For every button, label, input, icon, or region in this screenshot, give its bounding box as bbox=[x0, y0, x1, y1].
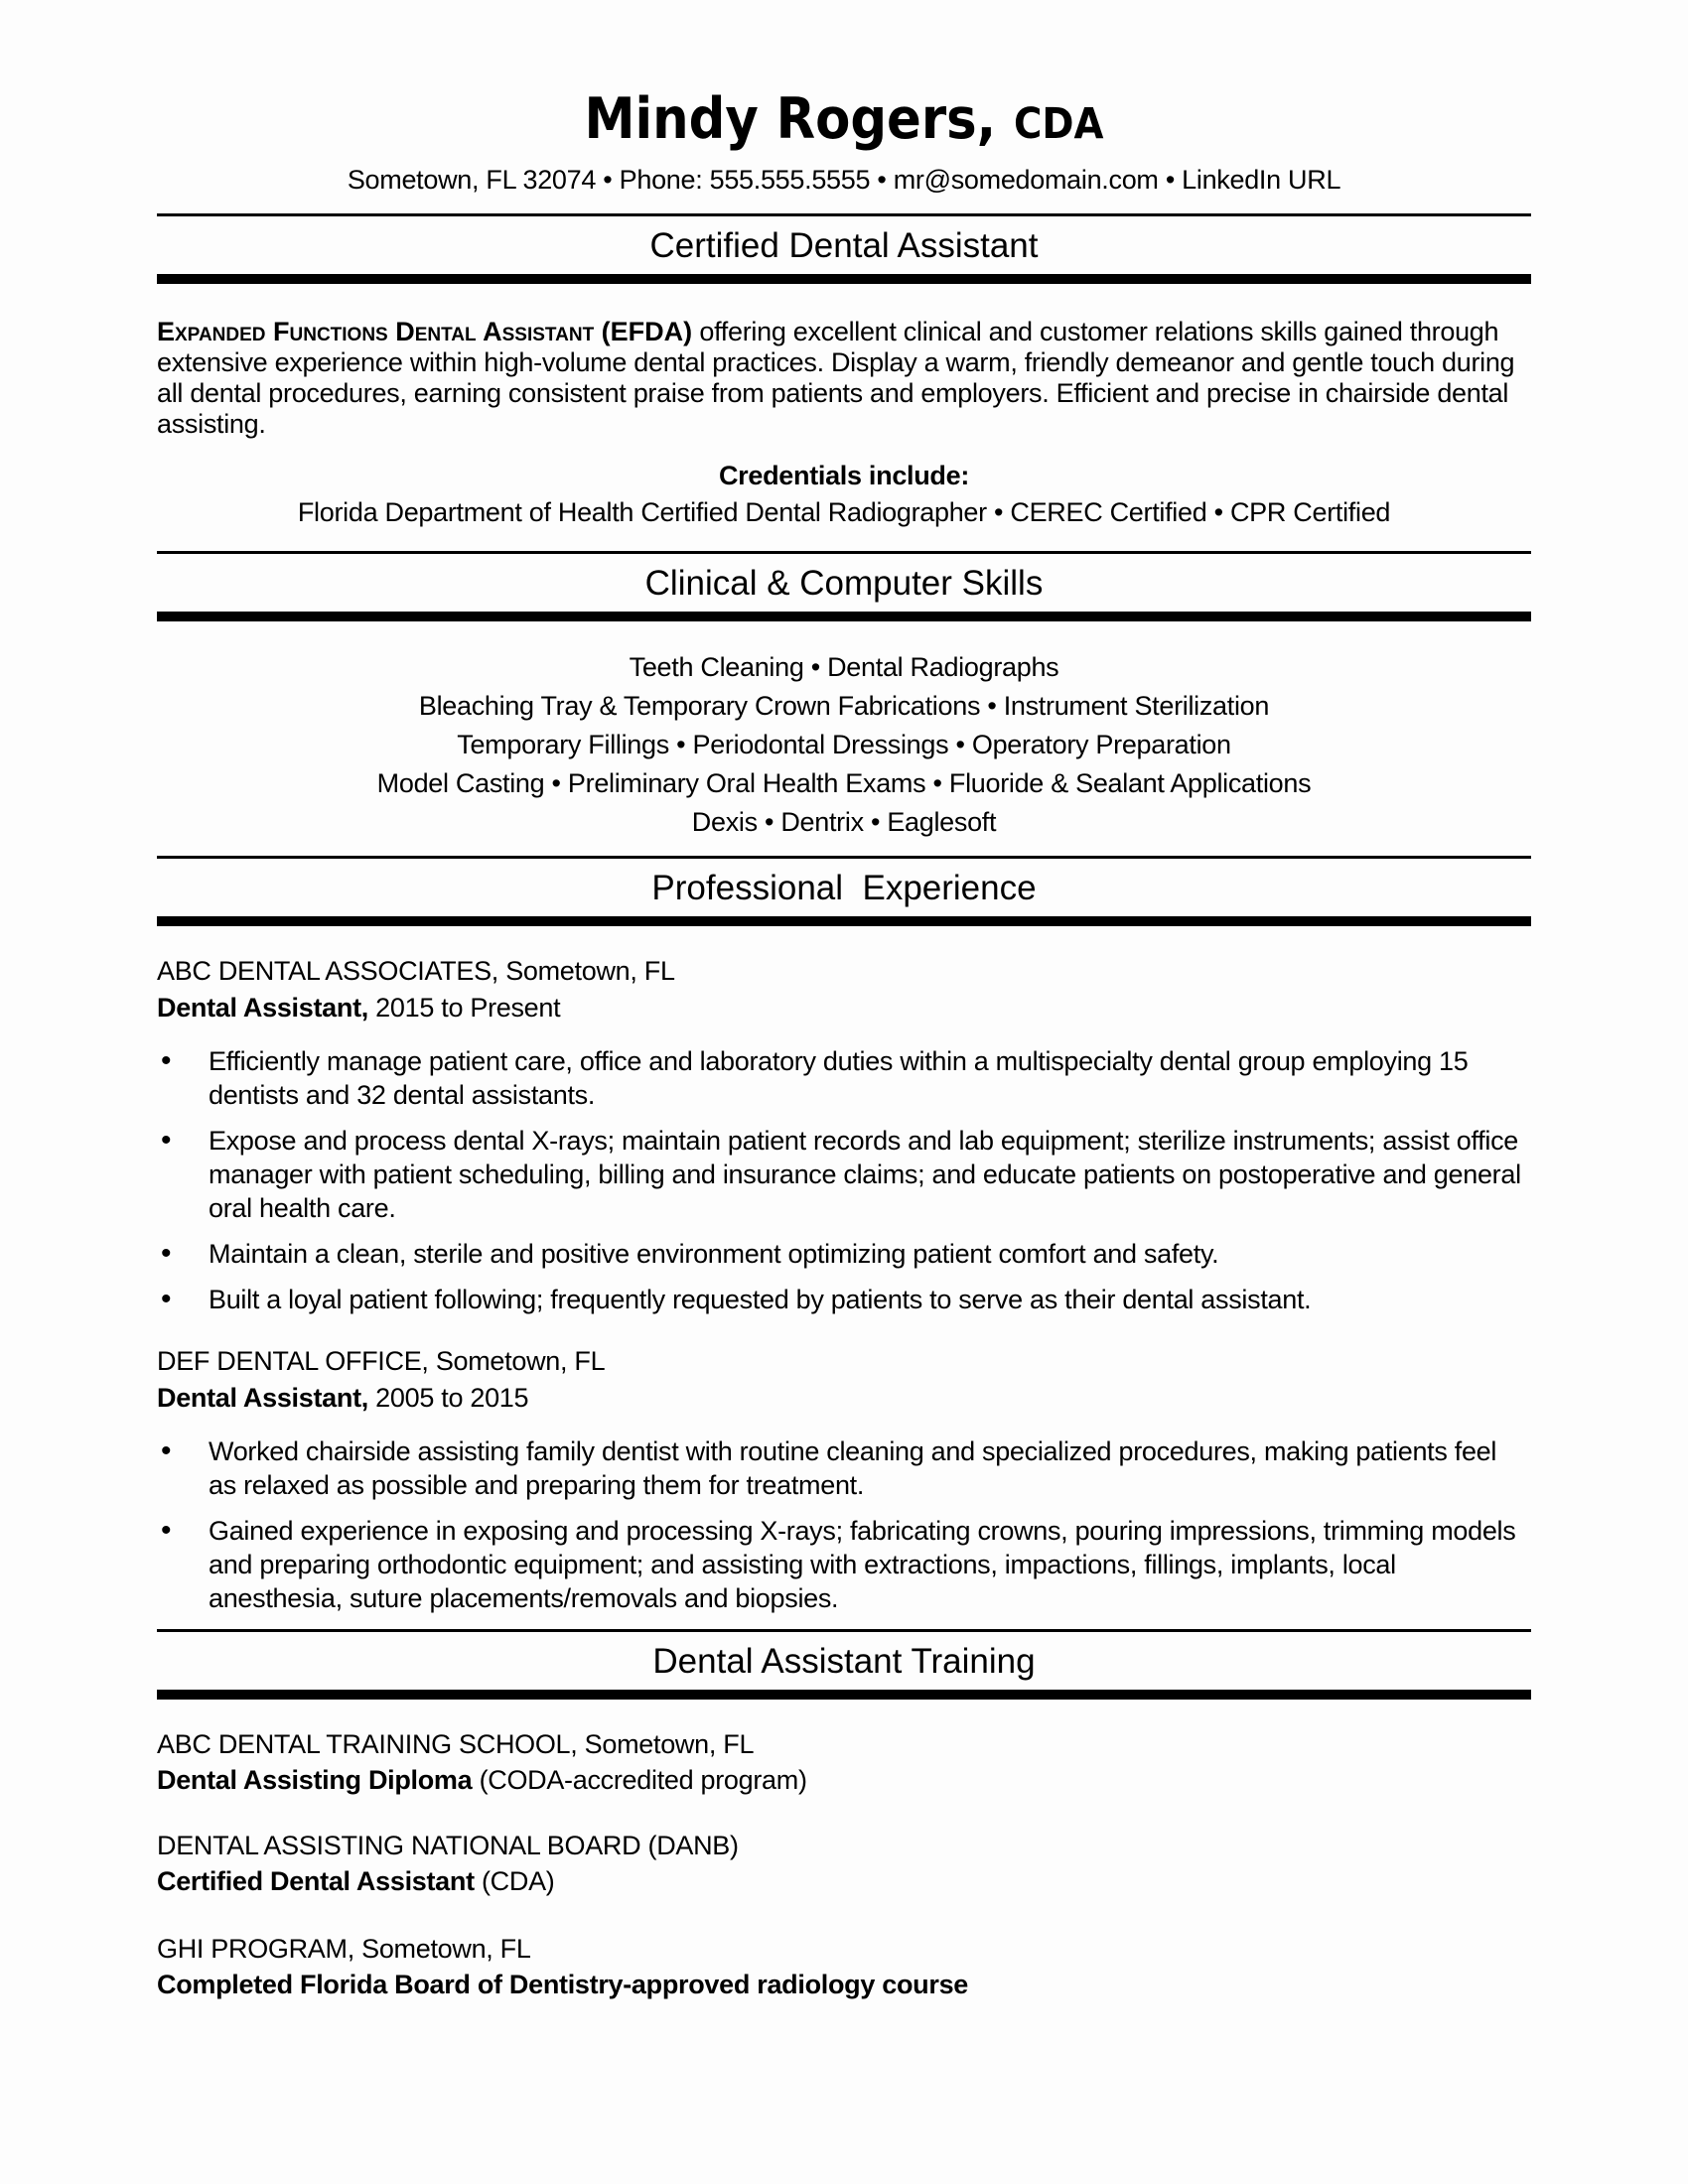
job-title: Dental Assistant, bbox=[157, 1383, 368, 1413]
section-divider-thick bbox=[157, 612, 1531, 621]
training-org: DENTAL ASSISTING NATIONAL BOARD (DANB) bbox=[157, 1831, 739, 1860]
training-entry-abc-school bbox=[157, 1729, 1531, 1795]
training-org: GHI PROGRAM, Sometown, FL bbox=[157, 1934, 531, 1964]
section-title-professional-experience: Professional Experience bbox=[651, 869, 1037, 907]
bullet-item: • Maintain a clean, sterile and positive environment optimizing patient comfort and safety. bbox=[157, 1237, 1531, 1271]
bullet-item: • Gained experience in exposing and processing X-rays; fabricating crowns, pouring impressions, trimming models and preparing orthodontic equipment; and assisting with extractions, impactions, fillings, implants, local anesthesia, suture placements/removals and biopsies. bbox=[157, 1514, 1531, 1615]
job-title-line bbox=[157, 993, 1531, 1023]
summary-lead: Expanded Functions Dental Assistant (EFDA) bbox=[157, 317, 693, 346]
skill-line: Model Casting • Preliminary Oral Health Exams • Fluoride & Sealant Applications bbox=[376, 768, 1312, 798]
job-title: Dental Assistant, bbox=[157, 993, 368, 1023]
section-title-dental-assistant-training: Dental Assistant Training bbox=[652, 1642, 1036, 1681]
bullet-item: • Efficiently manage patient care, office and laboratory duties within a multispecialty dental group employing 15 dentists and 32 dental assistants. bbox=[157, 1044, 1531, 1112]
section-divider-thick bbox=[157, 1690, 1531, 1700]
section-divider-thick bbox=[157, 916, 1531, 926]
section-divider-thin bbox=[157, 1629, 1531, 1632]
section-divider-thin bbox=[157, 856, 1531, 859]
training-entry-ghi-program bbox=[157, 1934, 1531, 1999]
contact-line: Sometown, FL 32074 • Phone: 555.555.5555 • mr@somedomain.com • LinkedIn URL bbox=[347, 165, 1341, 195]
name-text: Mindy Rogers, bbox=[584, 86, 997, 152]
section-divider-thin bbox=[157, 213, 1531, 216]
skill-line: Teeth Cleaning • Dental Radiographs bbox=[629, 652, 1059, 682]
training-note: (CODA-accredited program) bbox=[479, 1765, 807, 1795]
section-title-certified-dental-assistant: Certified Dental Assistant bbox=[649, 226, 1039, 265]
summary-paragraph bbox=[157, 317, 1531, 440]
training-credential: Dental Assisting Diploma bbox=[157, 1765, 473, 1795]
company-line: ABC DENTAL ASSOCIATES, Sometown, FL bbox=[157, 956, 675, 986]
section-divider-thin bbox=[157, 551, 1531, 554]
training-credential: Certified Dental Assistant bbox=[157, 1866, 475, 1896]
training-note: (CDA) bbox=[481, 1866, 555, 1896]
job-dates: 2015 to Present bbox=[375, 993, 561, 1023]
skill-line: Dexis • Dentrix • Eaglesoft bbox=[691, 807, 997, 837]
skill-line: Bleaching Tray & Temporary Crown Fabrications • Instrument Sterilization bbox=[418, 691, 1270, 721]
training-detail bbox=[157, 1970, 1531, 1999]
bullet-item: • Built a loyal patient following; frequently requested by patients to serve as their dental assistant. bbox=[157, 1283, 1531, 1316]
training-org: ABC DENTAL TRAINING SCHOOL, Sometown, FL bbox=[157, 1729, 755, 1759]
summary-rest: offering excellent clinical and customer relations skills gained through extensive experience within high-volume dental practices. Display a warm, friendly demeanor and gentle touch during all dental procedures, earning consistent praise from patients and employers. Efficient and precise in chairside dental assisting. bbox=[157, 317, 1515, 439]
credentials-label: Credentials include: bbox=[718, 461, 970, 490]
company-line: DEF DENTAL OFFICE, Sometown, FL bbox=[157, 1346, 606, 1376]
training-detail bbox=[157, 1866, 1531, 1896]
bullet-item: • Worked chairside assisting family dentist with routine cleaning and specialized procedures, making patients feel as relaxed as possible and preparing them for treatment. bbox=[157, 1434, 1531, 1502]
credentials-line: Florida Department of Health Certified Dental Radiographer • CEREC Certified • CPR Certified bbox=[297, 497, 1391, 527]
job-title-line bbox=[157, 1383, 1531, 1413]
training-entry-danb bbox=[157, 1831, 1531, 1896]
job-entry-abc-dental bbox=[157, 956, 1531, 1316]
bullet-item: • Expose and process dental X-rays; maintain patient records and lab equipment; sterilize instruments; assist office manager with patient scheduling, billing and insurance claims; and educate patients on postoperative and general oral health care. bbox=[157, 1124, 1531, 1225]
job-dates: 2005 to 2015 bbox=[375, 1383, 529, 1413]
skill-line: Temporary Fillings • Periodontal Dressings • Operatory Preparation bbox=[457, 730, 1231, 759]
training-credential: Completed Florida Board of Dentistry-approved radiology course bbox=[157, 1970, 969, 1999]
name-credential: CDA bbox=[1014, 99, 1104, 149]
skills-list bbox=[157, 648, 1531, 842]
section-divider-thick bbox=[157, 274, 1531, 284]
job-entry-def-dental bbox=[157, 1346, 1531, 1615]
training-detail bbox=[157, 1765, 1531, 1795]
job-bullet-list bbox=[157, 1434, 1531, 1615]
job-bullet-list bbox=[157, 1044, 1531, 1316]
section-title-clinical-computer-skills: Clinical & Computer Skills bbox=[644, 564, 1044, 603]
name-heading bbox=[157, 87, 1531, 156]
